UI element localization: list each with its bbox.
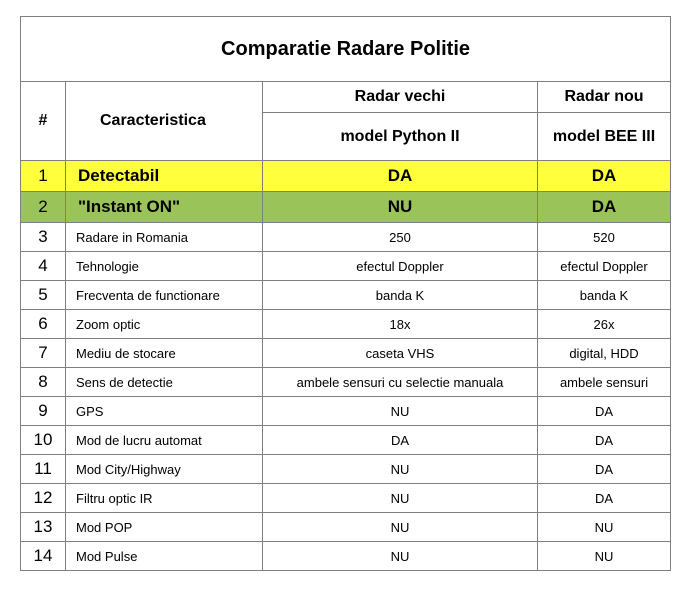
header-row: [21, 82, 671, 113]
row-number: 14: [21, 542, 66, 571]
row-old-value: NU: [263, 455, 538, 484]
row-feature: Frecventa de functionare: [66, 281, 263, 310]
header-number: #: [21, 82, 66, 161]
table-row: [21, 223, 671, 252]
table-row: [21, 161, 671, 192]
row-feature: Detectabil: [66, 161, 263, 192]
row-feature: Mod City/Highway: [66, 455, 263, 484]
row-old-value: caseta VHS: [263, 339, 538, 368]
row-old-value: NU: [263, 192, 538, 223]
row-feature: Mediu de stocare: [66, 339, 263, 368]
table-row: [21, 542, 671, 571]
row-feature: Zoom optic: [66, 310, 263, 339]
row-new-value: banda K: [538, 281, 671, 310]
header-old-radar: Radar vechi: [263, 82, 538, 113]
row-number: 11: [21, 455, 66, 484]
table-row: [21, 339, 671, 368]
table-row: [21, 310, 671, 339]
table-row: [21, 513, 671, 542]
row-new-value: DA: [538, 455, 671, 484]
table-row: [21, 397, 671, 426]
row-old-value: NU: [263, 542, 538, 571]
table-body: [21, 161, 671, 571]
row-old-value: 18x: [263, 310, 538, 339]
row-old-value: NU: [263, 397, 538, 426]
row-feature: Radare in Romania: [66, 223, 263, 252]
header-old-model: model Python II: [263, 113, 538, 161]
row-feature: Mod de lucru automat: [66, 426, 263, 455]
table-row: [21, 484, 671, 513]
row-new-value: NU: [538, 513, 671, 542]
row-old-value: banda K: [263, 281, 538, 310]
row-number: 10: [21, 426, 66, 455]
header-new-radar: Radar nou: [538, 82, 671, 113]
row-number: 4: [21, 252, 66, 281]
row-new-value: DA: [538, 192, 671, 223]
row-new-value: 26x: [538, 310, 671, 339]
row-number: 12: [21, 484, 66, 513]
row-number: 3: [21, 223, 66, 252]
row-old-value: NU: [263, 513, 538, 542]
row-new-value: DA: [538, 161, 671, 192]
table-row: [21, 192, 671, 223]
row-number: 2: [21, 192, 66, 223]
header-new-model: model BEE III: [538, 113, 671, 161]
row-number: 6: [21, 310, 66, 339]
row-number: 13: [21, 513, 66, 542]
header-feature: Caracteristica: [66, 82, 263, 161]
table-row: [21, 281, 671, 310]
table-row: [21, 426, 671, 455]
row-feature: Tehnologie: [66, 252, 263, 281]
row-old-value: ambele sensuri cu selectie manuala: [263, 368, 538, 397]
row-number: 9: [21, 397, 66, 426]
row-feature: Mod Pulse: [66, 542, 263, 571]
row-new-value: NU: [538, 542, 671, 571]
comparison-table: [20, 16, 671, 571]
row-old-value: DA: [263, 161, 538, 192]
row-new-value: ambele sensuri: [538, 368, 671, 397]
row-new-value: DA: [538, 426, 671, 455]
row-old-value: efectul Doppler: [263, 252, 538, 281]
row-old-value: DA: [263, 426, 538, 455]
row-number: 5: [21, 281, 66, 310]
row-new-value: 520: [538, 223, 671, 252]
row-feature: GPS: [66, 397, 263, 426]
row-feature: Sens de detectie: [66, 368, 263, 397]
row-old-value: 250: [263, 223, 538, 252]
row-number: 7: [21, 339, 66, 368]
row-feature: Mod POP: [66, 513, 263, 542]
title-row: [21, 17, 671, 82]
row-new-value: efectul Doppler: [538, 252, 671, 281]
row-new-value: DA: [538, 484, 671, 513]
table-title: Comparatie Radare Politie: [21, 17, 671, 82]
row-new-value: DA: [538, 397, 671, 426]
table-row: [21, 368, 671, 397]
row-number: 1: [21, 161, 66, 192]
table-row: [21, 455, 671, 484]
row-new-value: digital, HDD: [538, 339, 671, 368]
row-number: 8: [21, 368, 66, 397]
row-feature: Filtru optic IR: [66, 484, 263, 513]
table-row: [21, 252, 671, 281]
row-feature: "Instant ON": [66, 192, 263, 223]
row-old-value: NU: [263, 484, 538, 513]
